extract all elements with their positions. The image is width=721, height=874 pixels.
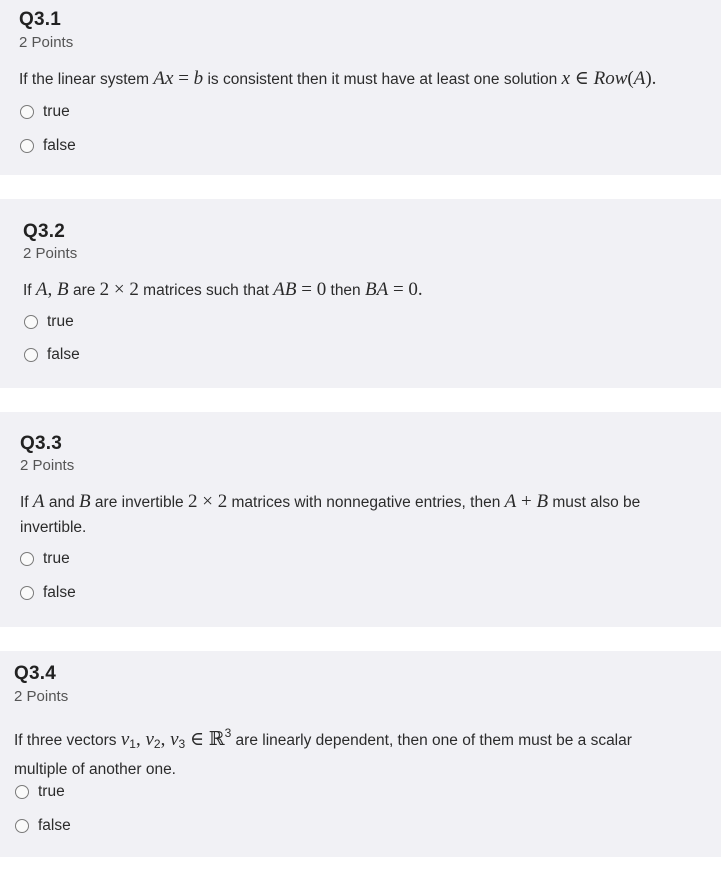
- option-true[interactable]: [20, 103, 70, 121]
- radio-button[interactable]: [24, 315, 38, 329]
- option-label: true: [38, 783, 65, 800]
- radio-button[interactable]: [15, 819, 29, 833]
- question-points: 2 Points: [20, 457, 75, 474]
- question-card-q3-2: [0, 199, 721, 388]
- option-true[interactable]: [20, 550, 70, 568]
- radio-button[interactable]: [20, 105, 34, 119]
- radio-button[interactable]: [24, 348, 38, 362]
- option-label: false: [43, 137, 76, 154]
- option-false[interactable]: [20, 584, 76, 602]
- option-label: false: [43, 584, 76, 601]
- option-true[interactable]: [24, 313, 74, 331]
- radio-button[interactable]: [20, 586, 34, 600]
- radio-button[interactable]: [20, 552, 34, 566]
- question-text: If the linear system Ax = b is consistent then it must have at least one solution x ∈ Row(A).: [19, 68, 657, 89]
- question-title: Q3.1: [19, 9, 61, 30]
- question-card-q3-3: [0, 412, 721, 627]
- option-label: true: [43, 550, 70, 567]
- option-true[interactable]: [15, 783, 65, 801]
- question-text: If A, B are 2 × 2 matrices such that AB = 0 then BA = 0.: [23, 279, 423, 300]
- question-points: 2 Points: [23, 245, 78, 262]
- radio-button[interactable]: [15, 785, 29, 799]
- question-points: 2 Points: [14, 688, 69, 705]
- question-title: Q3.4: [14, 663, 56, 684]
- option-label: false: [47, 346, 80, 363]
- question-card-q3-4: [0, 651, 721, 857]
- option-false[interactable]: [15, 817, 71, 835]
- option-label: true: [47, 313, 74, 330]
- radio-button[interactable]: [20, 139, 34, 153]
- question-title: Q3.3: [20, 433, 62, 454]
- option-label: false: [38, 817, 71, 834]
- option-label: true: [43, 103, 70, 120]
- question-text: If three vectors $v_1$, $v_2$, $v_3$ ∈ ℝ$^3$ are linearly dependent, then one of them must be a scalar multiple of another one.: [14, 726, 632, 778]
- option-false[interactable]: [20, 137, 76, 155]
- option-false[interactable]: [24, 346, 80, 364]
- question-title: Q3.2: [23, 221, 65, 242]
- question-card-q3-1: [0, 0, 721, 175]
- question-text: If A and B are invertible 2 × 2 matrices with nonnegative entries, then A + B must also be invertible.: [20, 491, 641, 536]
- question-points: 2 Points: [19, 34, 74, 51]
